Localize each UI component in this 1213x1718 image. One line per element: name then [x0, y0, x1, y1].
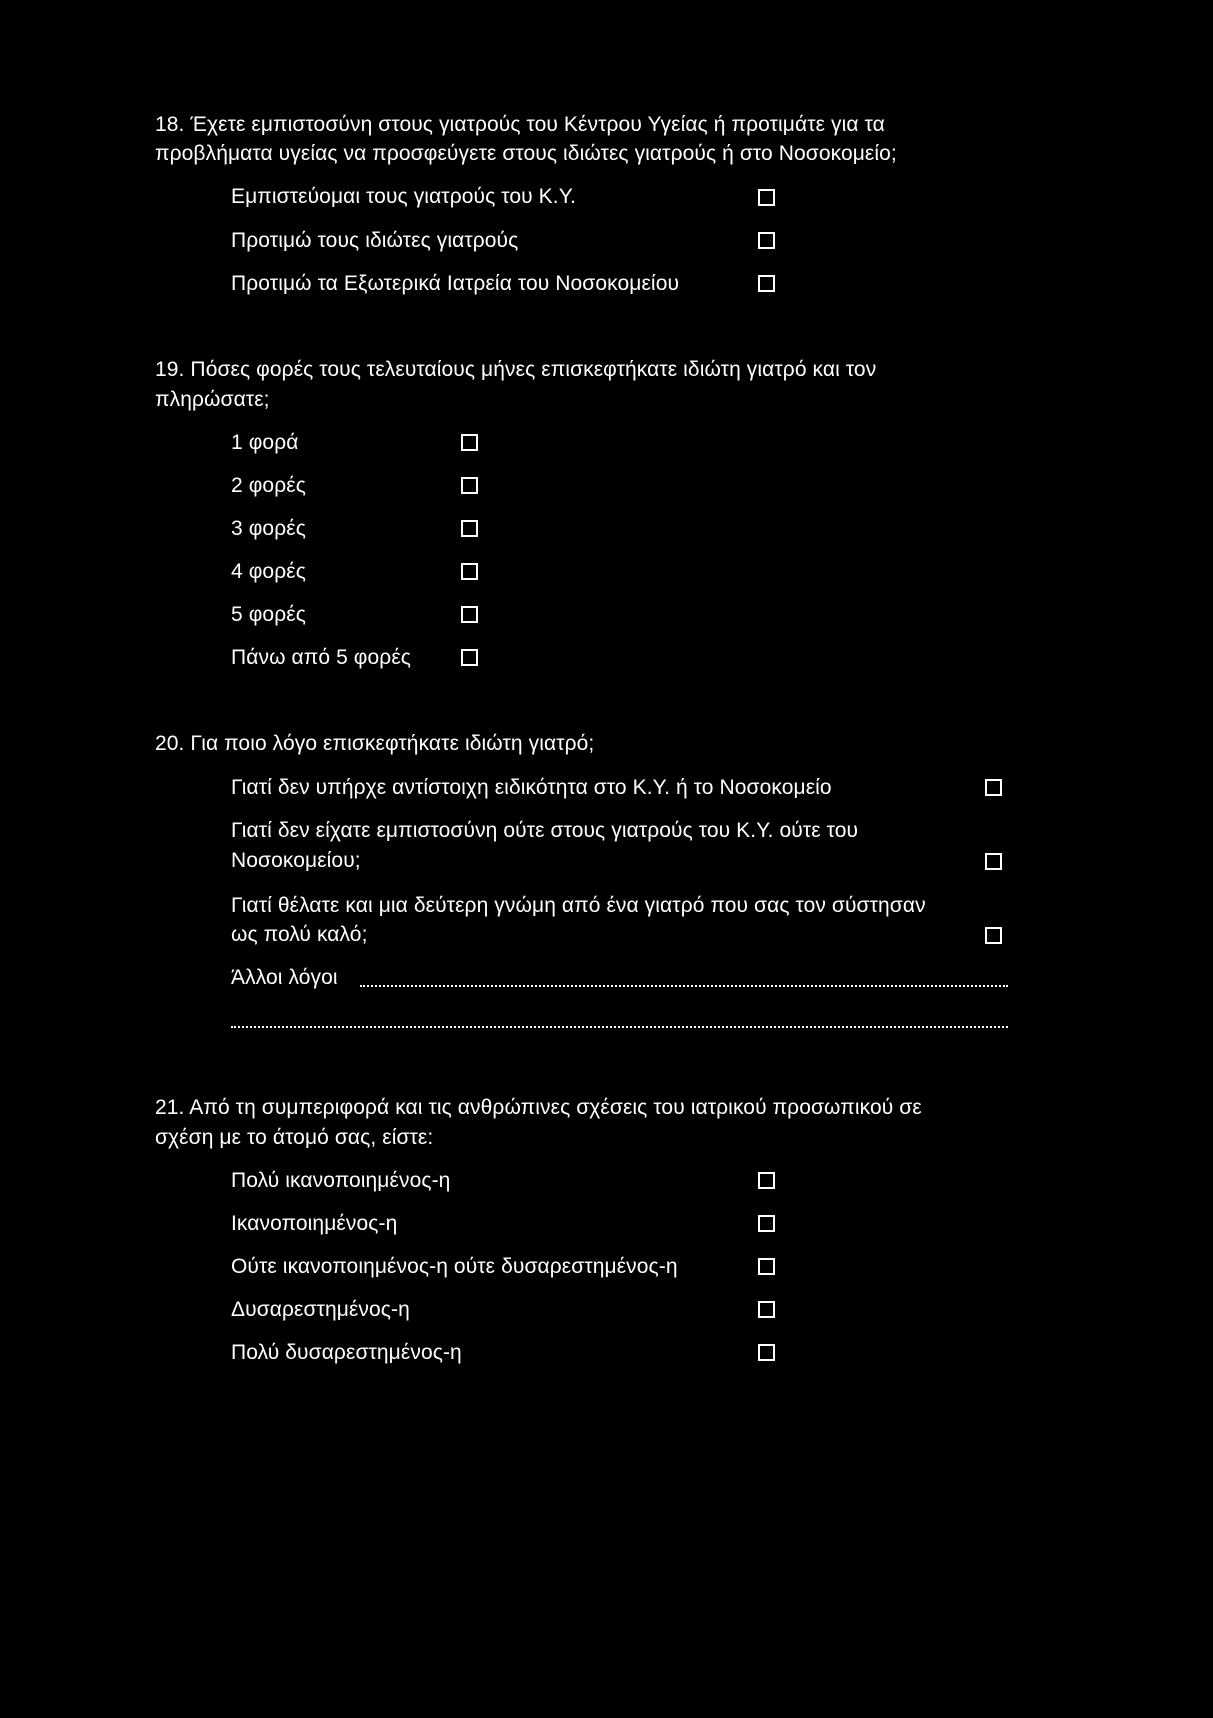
- q19-option-label: 1 φορά: [231, 431, 299, 454]
- q21-option-checkbox[interactable]: [758, 1344, 775, 1361]
- q18-option-label: Προτιμώ τους ιδιώτες γιατρούς: [231, 229, 519, 252]
- q21-option-label: Ούτε ικανοποιημένος-η ούτε δυσαρεστημένος-η: [231, 1255, 678, 1278]
- q19-option-checkbox[interactable]: [461, 649, 478, 666]
- question-19-text-line2: πληρώσατε;: [155, 388, 270, 411]
- q18-option-checkbox[interactable]: [758, 232, 775, 249]
- q21-option-checkbox[interactable]: [758, 1172, 775, 1189]
- q21-option-checkbox[interactable]: [758, 1301, 775, 1318]
- q21-option-checkbox[interactable]: [758, 1215, 775, 1232]
- q18-option-checkbox[interactable]: [758, 189, 775, 206]
- q19-option-label: 2 φορές: [231, 474, 306, 497]
- question-19-text-line1: 19. Πόσες φορές τους τελευταίους μήνες επισκεφτήκατε ιδιώτη γιατρό και τον: [155, 358, 877, 381]
- q20-other-answer-line[interactable]: [360, 985, 1008, 987]
- q19-option-label: 4 φορές: [231, 560, 306, 583]
- q20-option-label-line1: Γιατί δεν είχατε εμπιστοσύνη ούτε στους γιατρούς του Κ.Υ. ούτε του: [231, 819, 859, 842]
- q18-option-checkbox[interactable]: [758, 275, 775, 292]
- question-18-text-line1: 18. Έχετε εμπιστοσύνη στους γιατρούς του Κέντρου Υγείας ή προτιμάτε για τα: [155, 113, 885, 136]
- q20-option-label-line1: Γιατί θέλατε και μια δεύτερη γνώμη από ένα γιατρό που σας τον σύστησαν: [231, 894, 926, 917]
- q20-other-label: Άλλοι λόγοι: [231, 966, 338, 989]
- q20-option-checkbox[interactable]: [985, 853, 1002, 870]
- question-18-text-line2: προβλήματα υγείας να προσφεύγετε στους ιδιώτες γιατρούς ή στο Νοσοκομείο;: [155, 142, 897, 165]
- q21-option-label: Δυσαρεστημένος-η: [231, 1298, 410, 1321]
- q21-option-label: Πολύ δυσαρεστημένος-η: [231, 1341, 462, 1364]
- q19-option-label: Πάνω από 5 φορές: [231, 646, 412, 669]
- q19-option-checkbox[interactable]: [461, 606, 478, 623]
- q20-option-checkbox[interactable]: [985, 779, 1002, 796]
- q21-option-checkbox[interactable]: [758, 1258, 775, 1275]
- q18-option-label: Εμπιστεύομαι τους γιατρούς του Κ.Υ.: [231, 185, 577, 208]
- q19-option-checkbox[interactable]: [461, 520, 478, 537]
- question-21-text-line2: σχέση με το άτομό σας, είστε:: [155, 1126, 434, 1149]
- q18-option-label: Προτιμώ τα Εξωτερικά Ιατρεία του Νοσοκομείου: [231, 272, 680, 295]
- q20-option-label-line2: ως πολύ καλό;: [231, 923, 368, 946]
- q19-option-checkbox[interactable]: [461, 434, 478, 451]
- q19-option-label: 3 φορές: [231, 517, 306, 540]
- q20-option-label-line2: Νοσοκομείου;: [231, 849, 361, 872]
- q20-other-answer-line-2[interactable]: [231, 1026, 1008, 1028]
- q19-option-checkbox[interactable]: [461, 477, 478, 494]
- q19-option-checkbox[interactable]: [461, 563, 478, 580]
- question-20-text: 20. Για ποιο λόγο επισκεφτήκατε ιδιώτη γιατρό;: [155, 732, 595, 755]
- q20-option-checkbox[interactable]: [985, 927, 1002, 944]
- q20-option-label: Γιατί δεν υπήρχε αντίστοιχη ειδικότητα στο Κ.Υ. ή το Νοσοκομείο: [231, 776, 832, 799]
- q19-option-label: 5 φορές: [231, 603, 306, 626]
- q21-option-label: Ικανοποιημένος-η: [231, 1212, 398, 1235]
- q21-option-label: Πολύ ικανοποιημένος-η: [231, 1169, 451, 1192]
- question-21-text-line1: 21. Από τη συμπεριφορά και τις ανθρώπινες σχέσεις του ιατρικού προσωπικού σε: [155, 1096, 922, 1119]
